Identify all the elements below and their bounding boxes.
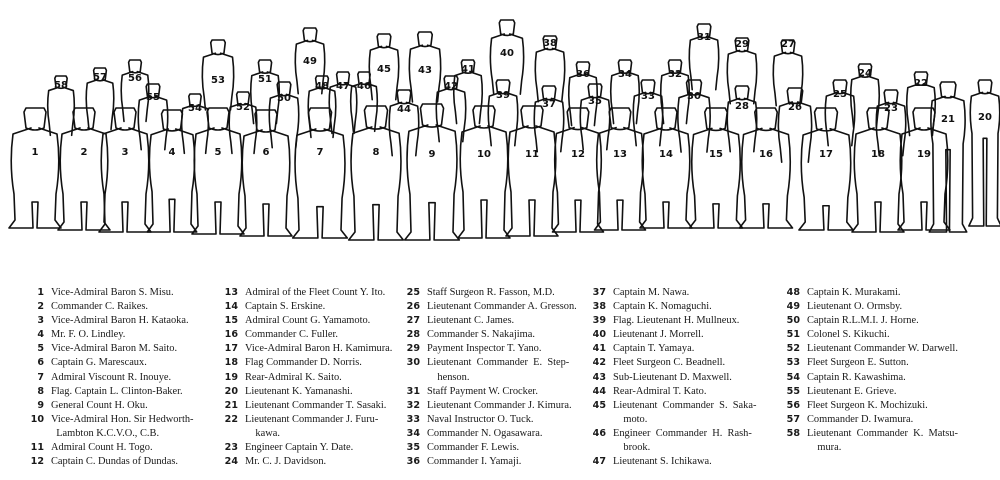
key-entry <box>590 427 756 441</box>
silhouette-number: 30 <box>687 91 701 102</box>
key-name: Lieutenant Commander S. Saka- <box>613 399 757 411</box>
key-number: 32 <box>406 399 420 411</box>
silhouette-number: 53 <box>211 75 225 86</box>
silhouette-number: 41 <box>461 64 475 75</box>
key-number: 5 <box>37 343 44 355</box>
key-number: 53 <box>786 357 800 369</box>
key-number: 15 <box>224 315 238 327</box>
key-name: Captain T. Yamaya. <box>613 343 695 355</box>
key-entry <box>784 441 958 455</box>
key-number: 4 <box>37 329 44 341</box>
key-entry <box>784 371 958 385</box>
silhouette-37 <box>534 86 563 152</box>
silhouette-44 <box>389 90 418 156</box>
silhouette-number: 42 <box>444 81 458 92</box>
key-entry <box>784 413 958 427</box>
key-name: Captain K. Murakami. <box>807 287 901 298</box>
key-name: Flag Commander D. Norris. <box>245 357 362 369</box>
silhouette-number: 34 <box>618 69 632 80</box>
silhouette-number: 56 <box>128 73 142 84</box>
silhouette-number: 52 <box>236 102 250 113</box>
key-entry <box>28 413 194 427</box>
key-number: 8 <box>37 385 44 397</box>
key-number: 13 <box>224 287 238 298</box>
key-entry <box>590 371 756 385</box>
key-entry <box>590 342 756 356</box>
key-number: 16 <box>224 329 238 341</box>
key-number: 37 <box>592 287 606 298</box>
key-entry <box>404 399 577 413</box>
silhouette-50 <box>269 82 298 148</box>
key-entry <box>404 342 577 356</box>
key-entry <box>404 300 577 314</box>
silhouette-number: 4 <box>168 147 176 158</box>
key-name: Lieutenant J. Morrell. <box>613 329 704 341</box>
silhouette-number: 55 <box>146 92 160 103</box>
key-number: 14 <box>224 301 238 313</box>
key-number: 23 <box>224 442 238 454</box>
key-number: 56 <box>786 399 800 411</box>
key-name: Lieutenant Commander K. Matsu- <box>807 427 958 439</box>
key-number: 49 <box>786 301 800 313</box>
silhouette-7 <box>293 108 348 238</box>
silhouette-number: 54 <box>188 103 202 114</box>
key-number: 20 <box>224 385 238 397</box>
key-entry <box>404 427 577 441</box>
silhouette-number: 23 <box>884 103 898 114</box>
silhouette-26 <box>778 88 811 162</box>
key-entry <box>404 371 577 385</box>
silhouette-number: 46 <box>357 81 371 92</box>
key-name: Rear-Admiral T. Kato. <box>613 385 707 397</box>
key-name: moto. <box>613 413 648 425</box>
key-number: 18 <box>224 357 238 369</box>
key-entry <box>222 413 392 427</box>
silhouette-number: 43 <box>418 65 432 76</box>
key-entry <box>590 286 756 300</box>
silhouette-18 <box>852 108 904 232</box>
key-entry <box>222 371 392 385</box>
key-entry <box>590 455 756 469</box>
silhouette-5 <box>192 108 244 234</box>
silhouette-10 <box>458 106 510 238</box>
silhouette-2 <box>58 108 110 230</box>
key-entry <box>28 385 194 399</box>
key-number <box>222 427 238 441</box>
key-entry <box>404 413 577 427</box>
key-name: Engineer Commander H. Rash- <box>613 427 752 439</box>
key-name: Colonel S. Kikuchi. <box>807 329 890 341</box>
key-number: 24 <box>224 456 238 468</box>
key-name: Admiral Count H. Togo. <box>51 442 153 454</box>
silhouette-number: 7 <box>316 147 324 158</box>
silhouette-number: 8 <box>372 147 380 158</box>
key-name: Lieutenant O. Ormsby. <box>807 301 903 313</box>
key-number: 26 <box>406 301 420 313</box>
key-name: Vice-Admiral Hon. Sir Hedworth- <box>51 413 194 425</box>
silhouette-1 <box>9 108 61 228</box>
silhouette-number: 40 <box>500 48 514 59</box>
key-entry <box>222 300 392 314</box>
key-name: Lieutenant Commander W. Darwell. <box>807 343 958 355</box>
key-name: Captain C. Dundas of Dundas. <box>51 456 178 468</box>
key-entry <box>28 314 194 328</box>
key-entry <box>784 314 958 328</box>
key-entry <box>404 385 577 399</box>
silhouette-number: 10 <box>477 149 491 160</box>
key-entry <box>404 286 577 300</box>
key-name: Mr. C. J. Davidson. <box>245 456 327 468</box>
key-entry <box>222 399 392 413</box>
silhouette-16 <box>739 108 792 228</box>
key-name: Admiral of the Fleet Count Y. Ito. <box>245 287 386 298</box>
key-entry <box>404 328 577 342</box>
silhouette-number: 44 <box>397 104 411 115</box>
key-entry <box>28 342 194 356</box>
key-entry <box>222 342 392 356</box>
key-number: 11 <box>30 442 44 454</box>
key-entry <box>590 385 756 399</box>
key-number <box>784 441 800 455</box>
key-name: Vice-Admiral Baron M. Saito. <box>51 343 178 355</box>
silhouette-number: 45 <box>377 64 391 75</box>
key-name: Commander N. Ogasawara. <box>427 427 543 439</box>
key-name: Sub-Lieutenant D. Maxwell. <box>613 371 732 383</box>
key-entry <box>590 314 756 328</box>
silhouette-number: 35 <box>588 96 602 107</box>
silhouette-20 <box>969 80 1000 226</box>
key-entry <box>784 399 958 413</box>
key-entry <box>404 455 577 469</box>
key-entry <box>784 356 958 370</box>
key-number: 45 <box>592 399 606 411</box>
key-entry <box>222 441 392 455</box>
key-column-5 <box>784 286 958 455</box>
key-entry <box>222 427 392 441</box>
silhouette-9 <box>405 104 460 240</box>
key-number: 25 <box>406 287 420 298</box>
key-name: Payment Inspector T. Yano. <box>427 343 542 355</box>
key-entry <box>28 371 194 385</box>
key-number: 9 <box>37 399 44 411</box>
key-entry <box>590 328 756 342</box>
key-entry <box>222 455 392 469</box>
key-entry <box>28 300 194 314</box>
silhouette-number: 25 <box>833 89 847 100</box>
key-name: Captain R.L.M.I. J. Horne. <box>807 315 919 327</box>
silhouette-number: 1 <box>31 147 39 158</box>
key-number: 34 <box>406 427 420 439</box>
key-number: 54 <box>786 371 800 383</box>
key-number: 1 <box>37 287 44 298</box>
silhouette-number: 17 <box>819 149 833 160</box>
silhouette-number: 21 <box>941 114 955 125</box>
key-column-4 <box>590 286 756 469</box>
key-name: Admiral Count G. Yamamoto. <box>245 315 371 327</box>
silhouette-11 <box>506 106 558 236</box>
key-entry <box>784 300 958 314</box>
silhouette-number: 22 <box>914 78 928 89</box>
key-number: 3 <box>37 315 44 327</box>
silhouette-number: 50 <box>277 93 291 104</box>
silhouette-number: 38 <box>543 38 557 49</box>
key-number: 58 <box>786 427 800 439</box>
key-name: Commander C. Raikes. <box>51 301 148 313</box>
silhouette-number: 29 <box>735 39 749 50</box>
silhouette-number: 33 <box>641 91 655 102</box>
key-number: 52 <box>786 343 800 355</box>
key-name: brook. <box>613 442 651 454</box>
silhouette-number: 24 <box>858 68 872 79</box>
key-number: 38 <box>592 301 606 313</box>
key-number: 21 <box>224 399 238 411</box>
key-name: Vice-Admiral Baron H. Kataoka. <box>51 315 189 327</box>
key-name: Admiral Viscount R. Inouye. <box>51 371 172 383</box>
silhouette-number: 9 <box>428 149 436 160</box>
silhouette-number: 31 <box>697 32 711 43</box>
silhouette-number: 20 <box>978 112 992 123</box>
key-column-2 <box>222 286 392 469</box>
key-name: Captain K. Nomaguchi. <box>613 301 712 313</box>
key-name: mura. <box>807 442 842 454</box>
key-name: Captain R. Kawashima. <box>807 371 906 383</box>
silhouette-number: 39 <box>496 90 510 101</box>
key-name: Commander I. Yamaji. <box>427 456 522 468</box>
key-number: 2 <box>37 301 44 313</box>
key-entry <box>590 441 756 455</box>
key-number: 22 <box>224 413 238 425</box>
key-name: Lieutenant C. James. <box>427 315 515 327</box>
key-entry <box>590 413 756 427</box>
key-number: 6 <box>37 357 44 369</box>
key-entry <box>222 328 392 342</box>
silhouette-number: 36 <box>576 69 590 80</box>
silhouette-number: 18 <box>871 149 885 160</box>
key-number: 41 <box>592 343 606 355</box>
key-column-1 <box>28 286 194 469</box>
key-entry <box>404 314 577 328</box>
key-name: Lieutenant S. Ichikawa. <box>613 456 712 468</box>
key-number: 30 <box>406 357 420 369</box>
key-name: Captain M. Nawa. <box>613 287 690 298</box>
key-number <box>590 413 606 427</box>
key-name: Flag. Captain L. Clinton-Baker. <box>51 385 183 397</box>
key-name: Fleet Surgeon C. Beadnell. <box>613 357 726 369</box>
key-entry <box>404 441 577 455</box>
key-entry <box>28 356 194 370</box>
silhouette-number: 47 <box>336 81 350 92</box>
key-entry <box>784 286 958 300</box>
key-name: Staff Payment W. Crocker. <box>427 385 538 397</box>
key-entry <box>404 356 577 370</box>
key-number: 57 <box>786 413 800 425</box>
key-name: Lieutenant Commander J. Kimura. <box>427 399 572 411</box>
silhouette-number: 11 <box>525 149 539 160</box>
key-name: Fleet Surgeon K. Mochizuki. <box>807 399 928 411</box>
key-number: 46 <box>592 427 606 439</box>
key-name: Lieutenant K. Yamanashi. <box>245 385 353 397</box>
key-entry <box>222 356 392 370</box>
key-number: 29 <box>406 343 420 355</box>
key-name: Flag. Lieutenant H. Mullneux. <box>613 315 740 327</box>
key-number: 10 <box>30 413 44 425</box>
name-key <box>0 286 1000 480</box>
silhouette-number: 14 <box>659 149 673 160</box>
key-number: 7 <box>37 371 44 383</box>
silhouette-number: 12 <box>571 149 585 160</box>
key-name: Vice-Admiral Baron H. Kamimura. <box>245 343 393 355</box>
key-entry <box>222 385 392 399</box>
key-name: Commander S. Nakajima. <box>427 329 535 341</box>
silhouette-8 <box>349 106 404 240</box>
silhouette-number: 37 <box>542 99 556 110</box>
key-number: 31 <box>406 385 420 397</box>
silhouette-number: 48 <box>315 81 329 92</box>
key-number: 27 <box>406 315 420 327</box>
key-number: 55 <box>786 385 800 397</box>
key-entry <box>222 314 392 328</box>
key-name: Commander C. Fuller. <box>245 329 338 341</box>
key-entry <box>784 328 958 342</box>
key-number: 47 <box>592 456 606 468</box>
key-number: 12 <box>30 456 44 468</box>
key-name: Lieutenant Commander J. Furu- <box>245 413 379 425</box>
silhouette-number: 2 <box>80 147 88 158</box>
key-name: kawa. <box>245 427 280 439</box>
silhouette-number: 58 <box>54 80 68 91</box>
silhouette-13 <box>595 108 646 230</box>
silhouette-number: 28 <box>735 101 749 112</box>
key-number: 39 <box>592 315 606 327</box>
key-entry <box>28 286 194 300</box>
silhouette-number: 57 <box>93 72 107 83</box>
silhouette-14 <box>640 108 692 228</box>
silhouette-number: 5 <box>214 147 222 158</box>
key-number: 28 <box>406 329 420 341</box>
key-name: Captain S. Erskine. <box>245 301 326 313</box>
key-name: Fleet Surgeon E. Sutton. <box>807 357 909 369</box>
key-number: 19 <box>224 371 238 383</box>
key-number: 36 <box>406 456 420 468</box>
key-number <box>28 427 44 441</box>
key-name: Captain G. Marescaux. <box>51 357 147 369</box>
key-entry <box>28 399 194 413</box>
silhouette-number: 13 <box>613 149 627 160</box>
key-number: 33 <box>406 413 420 425</box>
key-name: Naval Instructor O. Tuck. <box>427 413 534 425</box>
silhouette-number: 49 <box>303 56 317 67</box>
key-name: Engineer Captain Y. Date. <box>245 442 354 454</box>
key-name: Commander D. Iwamura. <box>807 413 914 425</box>
silhouette-number: 15 <box>709 149 723 160</box>
key-number: 44 <box>592 385 606 397</box>
key-name: Lieutenant Commander E. Step- <box>427 357 570 369</box>
key-name: General Count H. Oku. <box>51 399 148 411</box>
silhouette-number: 32 <box>668 69 682 80</box>
silhouette-12 <box>553 108 604 232</box>
silhouette-number: 27 <box>781 39 795 50</box>
silhouette-number: 51 <box>258 74 272 85</box>
silhouette-number: 19 <box>917 149 931 160</box>
key-name: Vice-Admiral Baron S. Misu. <box>51 287 174 298</box>
key-entry <box>28 328 194 342</box>
key-name: henson. <box>427 371 470 383</box>
silhouette-number: 3 <box>121 147 129 158</box>
key-entry <box>784 385 958 399</box>
key-number: 50 <box>786 315 800 327</box>
key-entry <box>590 300 756 314</box>
key-number: 35 <box>406 442 420 454</box>
key-number <box>590 441 606 455</box>
key-number <box>404 371 420 385</box>
key-entry <box>784 427 958 441</box>
key-number: 43 <box>592 371 606 383</box>
key-name: Lieutenant Commander A. Gresson. <box>427 301 577 313</box>
key-column-3 <box>404 286 577 469</box>
key-number: 40 <box>592 329 606 341</box>
silhouette-15 <box>689 108 742 228</box>
silhouette-4 <box>147 110 196 232</box>
silhouette-number: 26 <box>788 102 802 113</box>
key-number: 42 <box>592 357 606 369</box>
key-entry <box>28 455 194 469</box>
key-number: 17 <box>224 343 238 355</box>
key-name: Rear-Admiral K. Saito. <box>245 371 342 383</box>
key-entry <box>28 427 194 441</box>
key-name: Lieutenant E. Grieve. <box>807 385 897 397</box>
key-entry <box>28 441 194 455</box>
silhouette-56 <box>121 60 149 121</box>
silhouette-6 <box>240 110 292 236</box>
key-name: Mr. F. O. Lindley. <box>51 329 126 341</box>
key-entry <box>590 356 756 370</box>
key-number: 51 <box>786 329 800 341</box>
silhouette-number: 6 <box>262 147 270 158</box>
silhouette-number: 16 <box>759 149 773 160</box>
key-entry <box>784 342 958 356</box>
key-name: Commander F. Lewis. <box>427 442 520 454</box>
key-name: Staff Surgeon R. Fasson, M.D. <box>427 287 555 298</box>
key-name: Lambton K.C.V.O., C.B. <box>51 427 160 439</box>
key-entry <box>222 286 392 300</box>
key-entry <box>590 399 756 413</box>
key-name: Lieutenant Commander T. Sasaki. <box>245 399 387 411</box>
key-number: 48 <box>786 287 800 298</box>
